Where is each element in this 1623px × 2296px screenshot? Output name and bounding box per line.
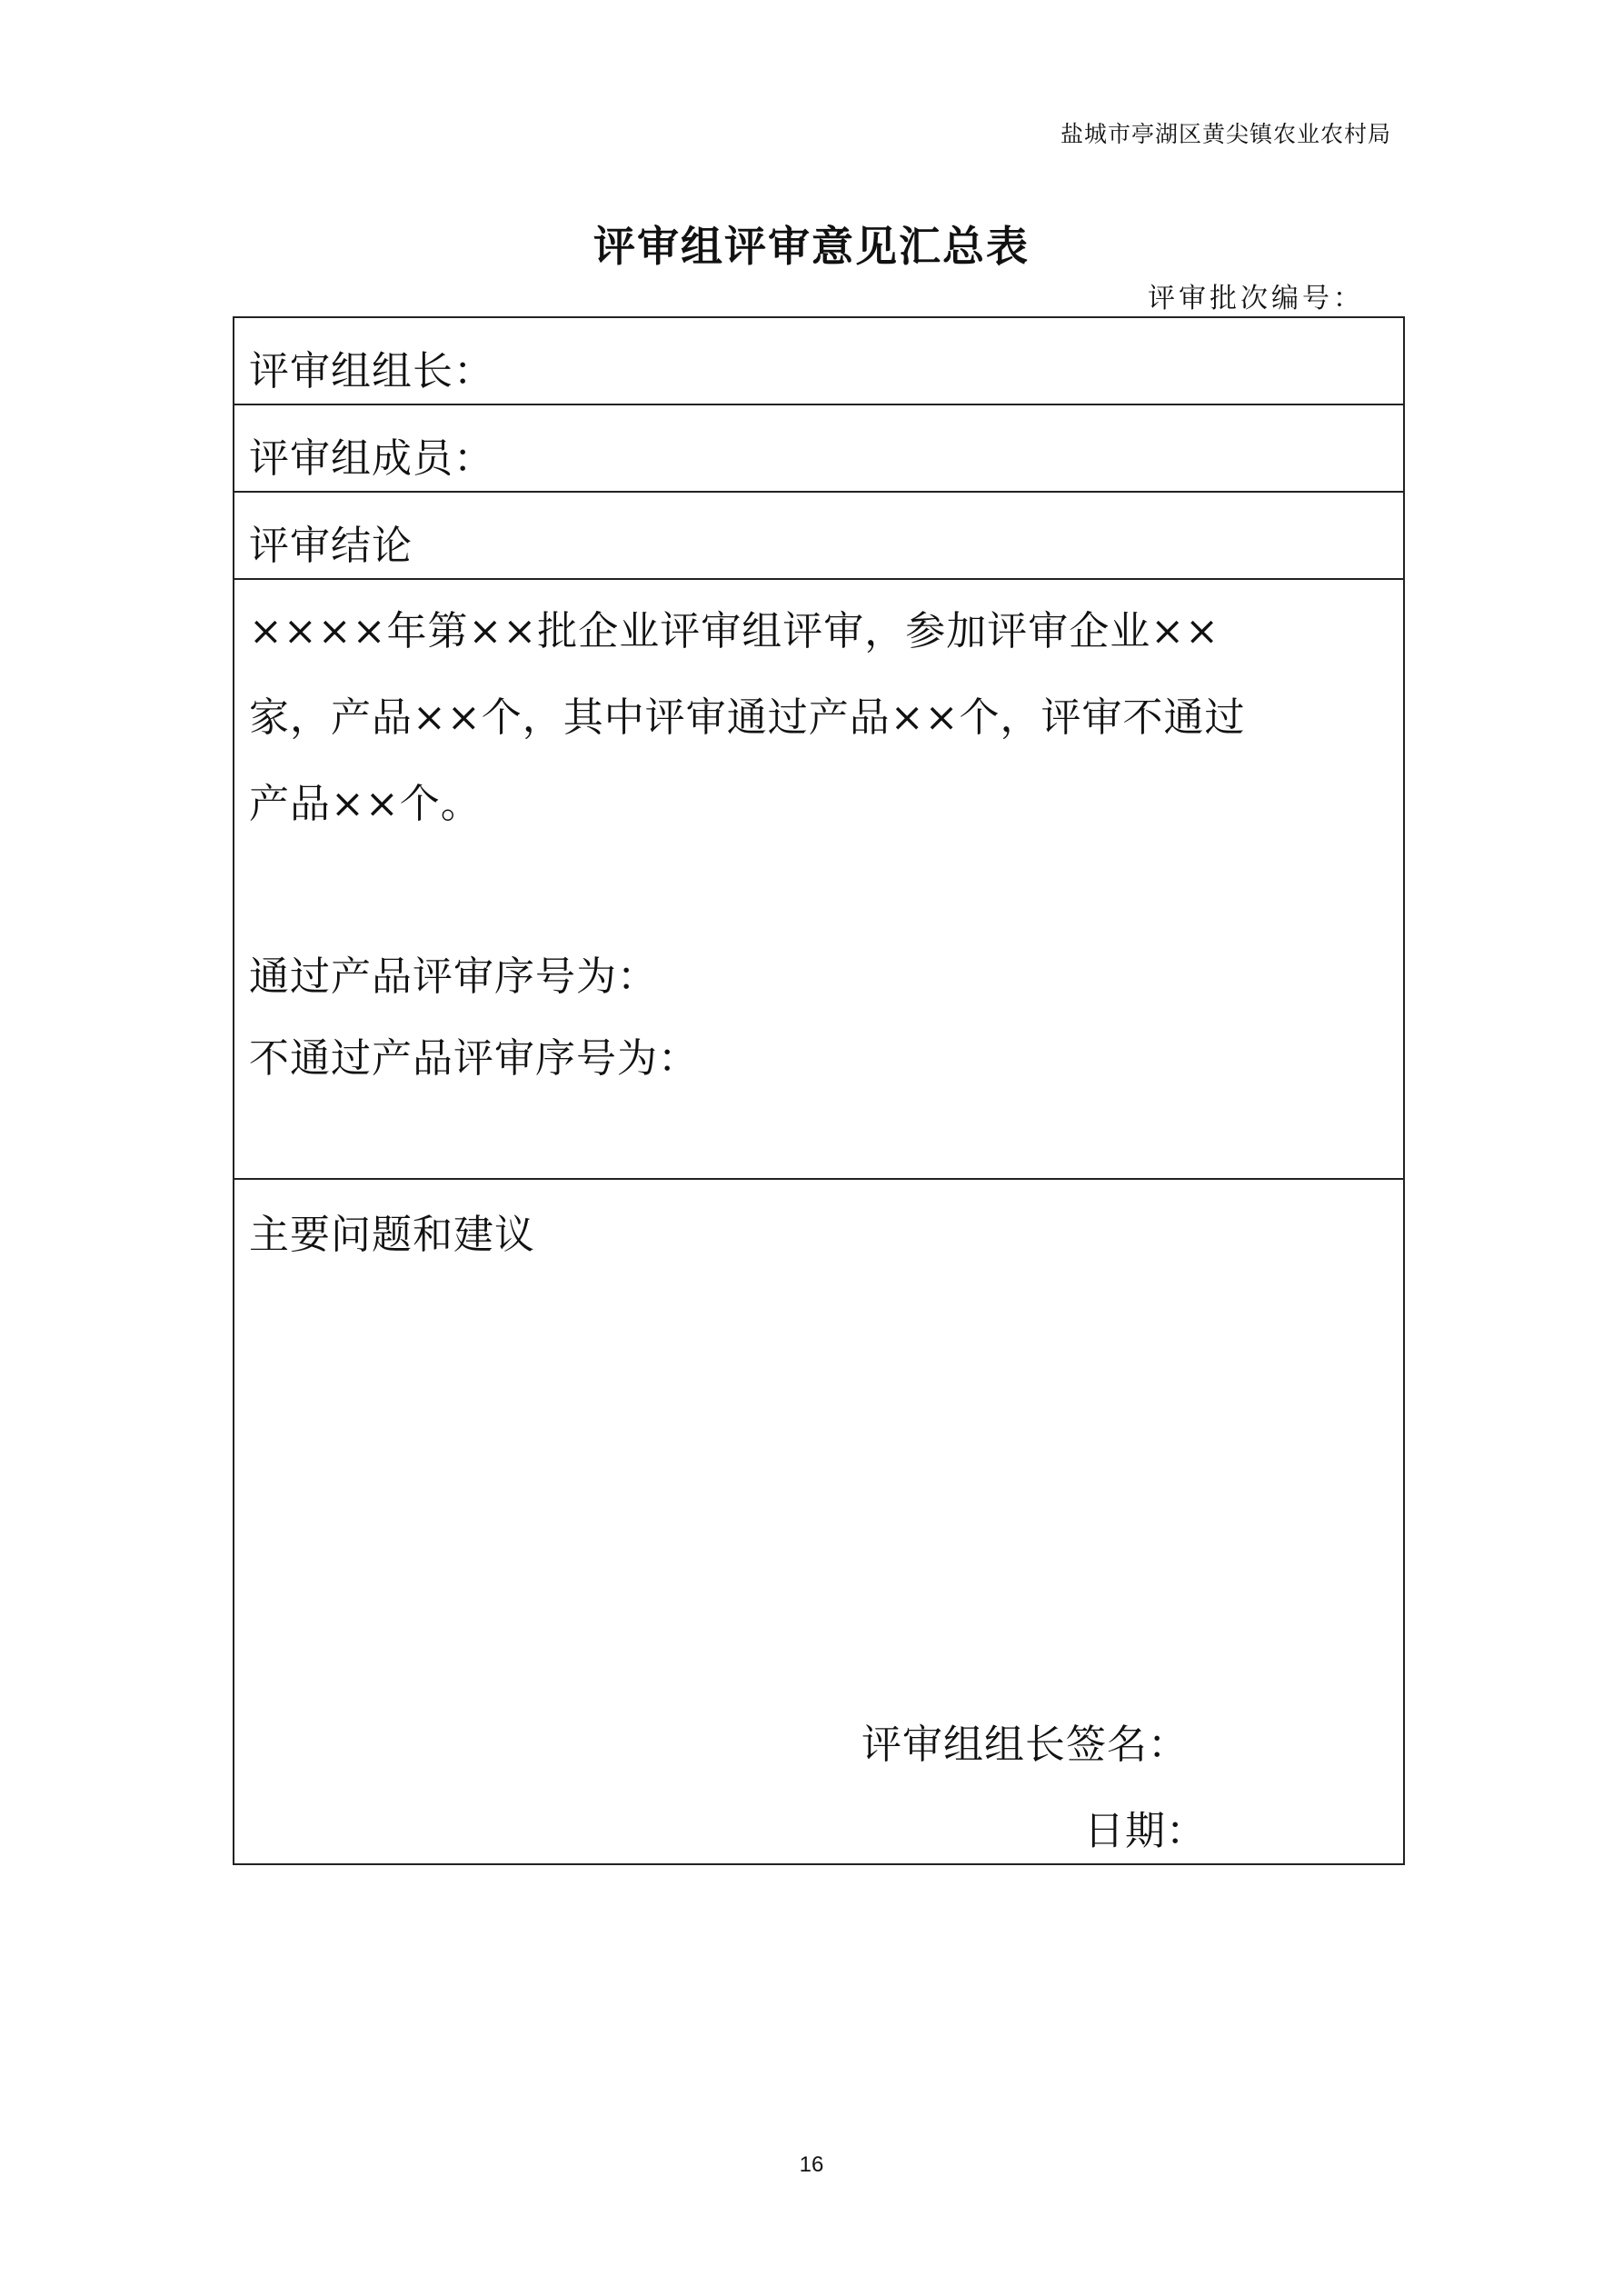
leader-row xyxy=(234,318,1403,405)
conclusion-label: 评审结论 xyxy=(249,523,413,569)
passed-serials-label: 通过产品评审序号为： xyxy=(249,953,658,1000)
leader-label: 评审组组长： xyxy=(249,348,494,394)
conclusion-line-2: 家，产品××个，其中评审通过产品××个，评审不通过 xyxy=(249,694,1246,741)
conclusion-header-row xyxy=(234,493,1403,580)
conclusion-body-row xyxy=(234,580,1403,1180)
document-title: 评审组评审意见汇总表 xyxy=(593,222,1030,271)
members-label: 评审组成员： xyxy=(249,435,494,482)
header-organization: 盐城市亭湖区黄尖镇农业农村局 xyxy=(1060,121,1391,147)
review-summary-table xyxy=(233,316,1405,1865)
conclusion-line-1: ××××年第××批企业评审组评审，参加评审企业×× xyxy=(249,608,1220,654)
page-number: 16 xyxy=(799,2152,824,2177)
conclusion-line-3: 产品××个。 xyxy=(249,781,482,827)
date-label: 日期： xyxy=(1084,1808,1207,1854)
issues-row xyxy=(234,1180,1403,1863)
leader-signature-label: 评审组组长签名： xyxy=(861,1722,1189,1768)
members-row xyxy=(234,405,1403,493)
failed-serials-label: 不通过产品评审序号为： xyxy=(249,1035,699,1082)
issues-label: 主要问题和建议 xyxy=(249,1212,535,1258)
batch-number-label: 评审批次编号： xyxy=(1148,283,1364,314)
